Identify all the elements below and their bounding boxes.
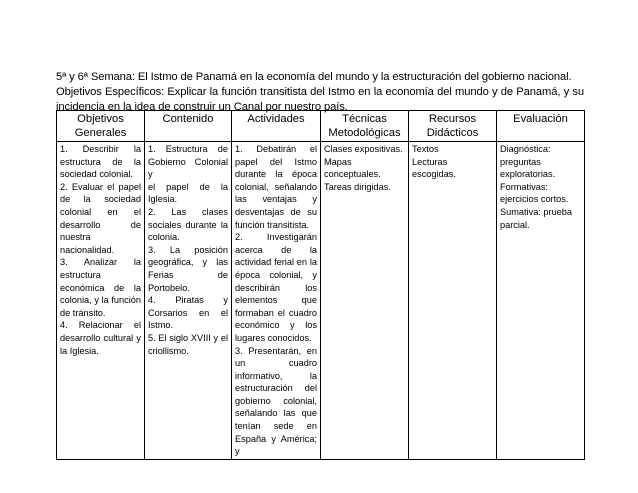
- cell-line: sociedad colonial.: [60, 169, 134, 180]
- cell-line: 2. Investigarán: [235, 232, 317, 243]
- cell-line: lugares conocidos.: [235, 332, 312, 343]
- cell-line: acerca de la: [235, 244, 317, 255]
- cell-line: el papel de la: [148, 181, 228, 192]
- cell-tecnicas: [321, 142, 409, 460]
- cell-line: colonial, señalando: [235, 181, 317, 192]
- cell-line: 3. La posición: [148, 244, 228, 255]
- cell-line: de la sociedad: [60, 194, 141, 205]
- header-evaluacion: Evaluación: [497, 111, 585, 142]
- cell-line: un cuadro: [235, 358, 317, 369]
- cell-line: Formativas:: [500, 181, 548, 192]
- cell-line: Sumativa: prueba: [500, 206, 573, 217]
- cell-line: Ferias de: [148, 269, 228, 280]
- cell-line: informativo, la: [235, 370, 317, 381]
- cell-line: colonial en el: [60, 206, 141, 217]
- cell-line: desarrollo cultural y: [60, 332, 141, 343]
- header-recursos: Recursos Didácticos: [409, 111, 497, 142]
- cell-line: 3. Presentarán, en: [235, 345, 317, 356]
- cell-line: describirán los: [235, 282, 317, 293]
- cell-line: época colonial, y: [235, 269, 317, 280]
- cell-line: Gobierno Colonial y: [148, 156, 228, 180]
- cell-line: 1. Describir la: [60, 144, 141, 154]
- cell-recursos: [409, 142, 497, 460]
- header-contenido: Contenido: [145, 111, 232, 142]
- cell-line: la Iglesia.: [60, 345, 99, 356]
- cell-line: 4. Relacionar el: [60, 320, 141, 331]
- cell-line: Tareas dirigidas.: [324, 181, 391, 192]
- cell-line: señalando las que: [235, 408, 317, 419]
- cell-line: elementos que: [235, 295, 317, 306]
- cell-line: Mapas: [324, 156, 352, 167]
- cell-line: económica de la: [60, 282, 141, 293]
- cell-line: sociales durante la: [148, 219, 228, 230]
- cell-line: las ventajas y: [235, 194, 317, 205]
- cell-line: Iglesia.: [148, 194, 178, 205]
- header-objetivos: Objetivos Generales: [57, 111, 145, 142]
- cell-line: 2. Las clases: [148, 206, 228, 217]
- cell-line: estructura: [60, 269, 101, 280]
- cell-line: desventajas de su: [235, 206, 317, 217]
- header-row: [57, 111, 585, 142]
- cell-line: papel del Istmo: [235, 156, 317, 167]
- cell-line: colonia, y la función: [60, 295, 141, 306]
- cell-line: exploratorias.: [500, 169, 556, 180]
- cell-line: actividad ferial en la: [235, 257, 317, 268]
- cell-line: preguntas: [500, 156, 541, 167]
- cell-line: 5. El siglo XVIII y el: [148, 332, 228, 343]
- cell-line: estructuración del: [235, 383, 317, 394]
- header-tecnicas: Técnicas Metodológicas: [321, 111, 409, 142]
- cell-objetivos: [57, 142, 145, 460]
- cell-line: 4. Piratas y: [148, 295, 228, 306]
- cell-line: Lecturas escogidas.: [412, 156, 456, 180]
- cell-line: Corsarios en el: [148, 307, 228, 318]
- cell-line: durante la época: [235, 169, 317, 180]
- lesson-plan-table: [56, 110, 585, 460]
- cell-line: 3. Analizar la: [60, 257, 141, 268]
- cell-line: 2. Evaluar el papel: [60, 181, 141, 192]
- cell-line: geográfica, y las: [148, 257, 228, 268]
- cell-evaluacion: [497, 142, 585, 460]
- cell-line: de tránsito.: [60, 307, 106, 318]
- cell-line: tenían sede en: [235, 421, 317, 432]
- cell-line: Diagnóstica:: [500, 144, 551, 154]
- cell-contenido: [145, 142, 232, 460]
- cell-line: nacionalidad.: [60, 244, 115, 255]
- cell-line: ejercicios cortos.: [500, 194, 569, 205]
- cell-line: 1. Debatirán el: [235, 144, 317, 154]
- cell-line: desarrollo de: [60, 219, 141, 230]
- cell-line: Portobelo.: [148, 282, 190, 293]
- specific-objectives: Objetivos Específicos: Explicar la función transitista del Istmo en la economía del mundo y de Panamá, y su incidencia en la idea de construir un Canal por nuestro país.: [56, 86, 584, 113]
- cell-line: Clases expositivas.: [324, 144, 403, 154]
- week-title: 5ª y 6ª Semana: El Istmo de Panamá en la economía del mundo y la estructuración del gobierno nacional.: [56, 71, 572, 83]
- cell-line: España y América; y: [235, 433, 317, 457]
- cell-line: económico y los: [235, 320, 317, 331]
- cell-line: estructura de la: [60, 156, 141, 167]
- content-row: [57, 142, 585, 460]
- cell-line: gobierno colonial,: [235, 395, 317, 406]
- cell-line: Istmo.: [148, 320, 174, 331]
- cell-line: colonia.: [148, 232, 180, 243]
- cell-line: parcial.: [500, 219, 530, 230]
- document-heading: [56, 70, 584, 115]
- cell-actividades: [232, 142, 321, 460]
- cell-line: Textos: [412, 144, 439, 154]
- cell-line: formaban el cuadro: [235, 307, 317, 318]
- cell-line: conceptuales.: [324, 169, 381, 180]
- cell-line: nuestra: [60, 232, 91, 243]
- cell-line: 1. Estructura de: [148, 144, 228, 154]
- cell-line: criollismo.: [148, 345, 189, 356]
- cell-line: función transitista.: [235, 219, 310, 230]
- header-actividades: Actividades: [232, 111, 321, 142]
